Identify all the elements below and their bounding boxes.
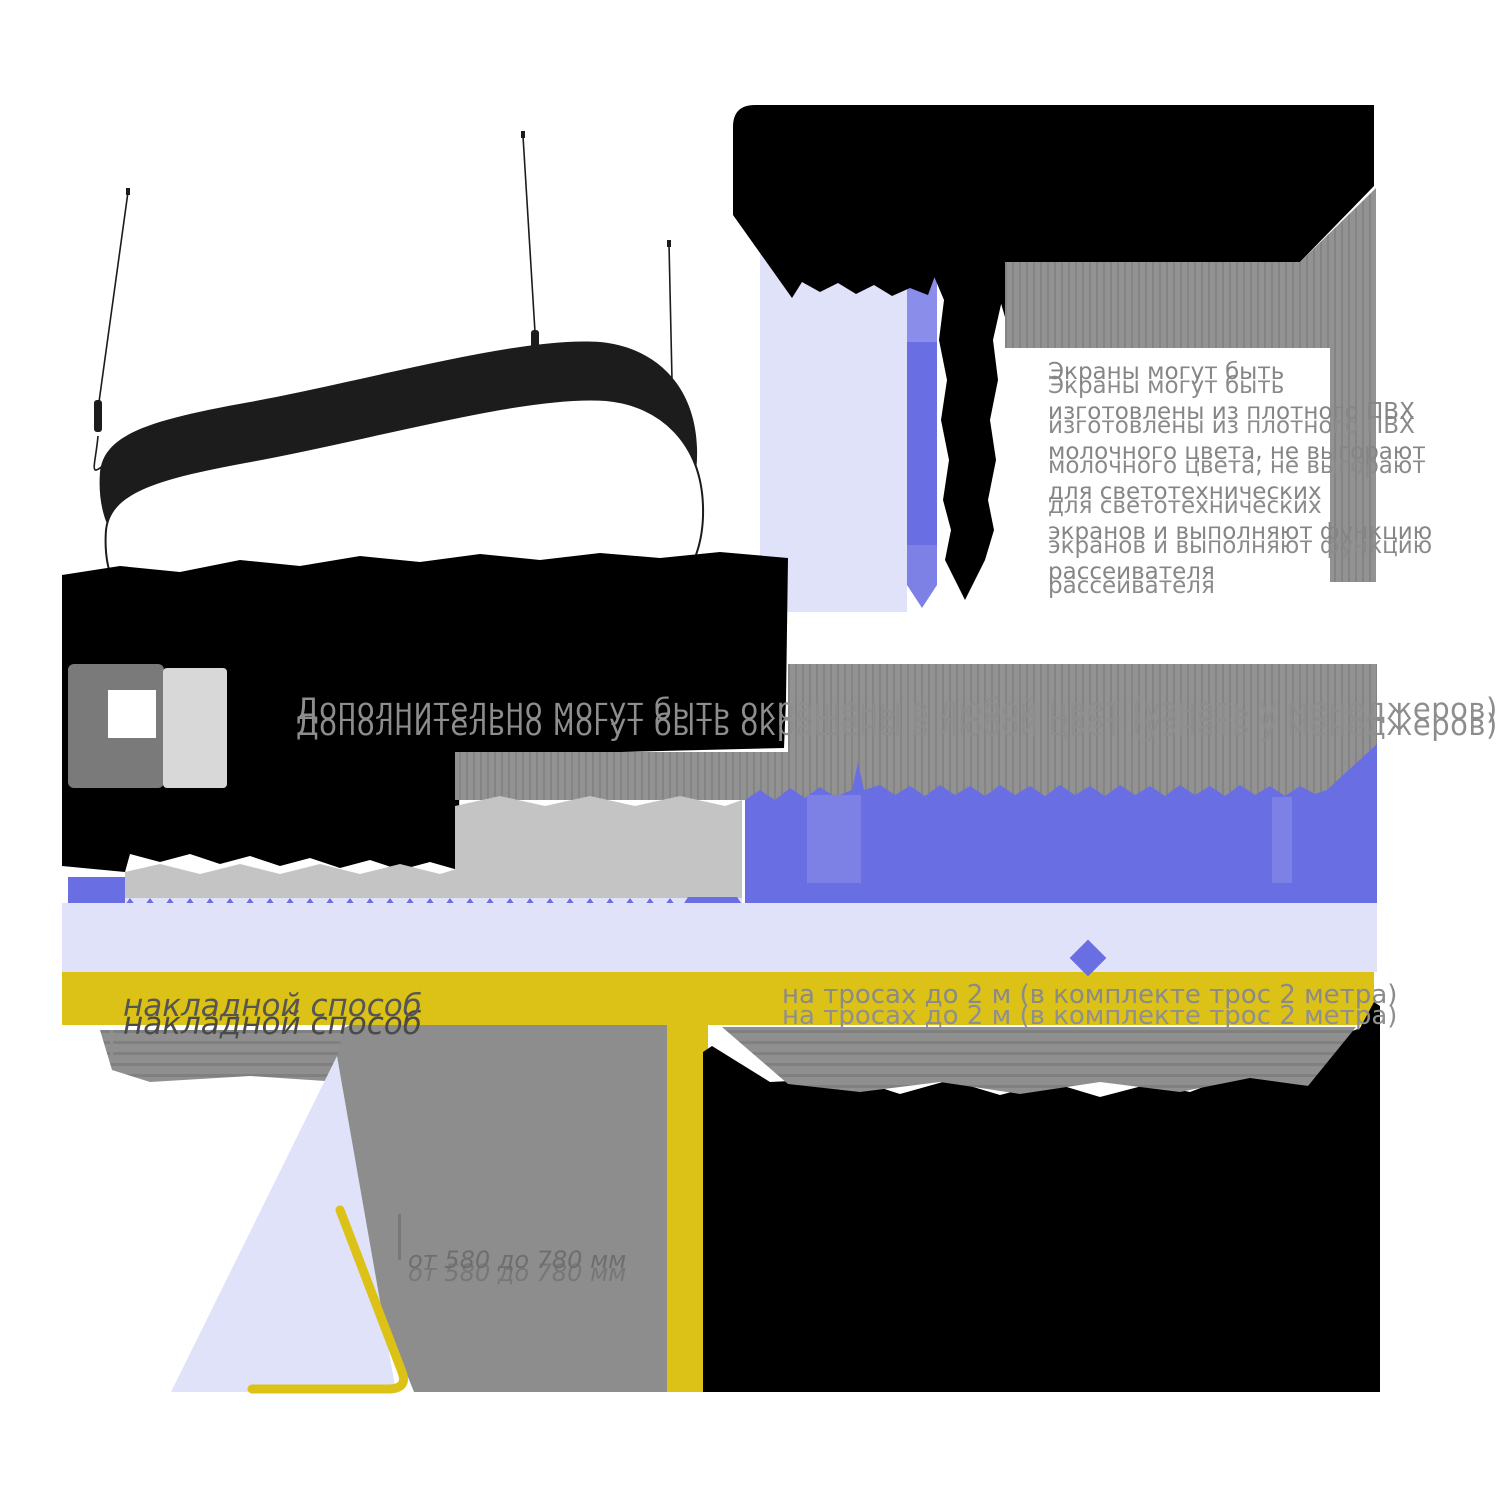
pvc-description-line: для светотехнических <box>1048 479 1322 505</box>
pvc-description-line: экранов и выполняют функцию <box>1048 519 1433 545</box>
paint-option-note: Дополнительно могут быть окрашены в любой цвет (узнать у менеджеров) <box>296 692 1498 726</box>
yellow-vertical-strip <box>667 1025 708 1392</box>
overlapped-text-strip <box>928 260 1002 600</box>
gray-text-band <box>125 864 460 898</box>
pvc-description-line: Экраны могут быть <box>1048 359 1285 385</box>
lavender-band <box>62 903 1377 972</box>
pvc-description-line: молочного цвета, не выгорают <box>1048 439 1426 465</box>
overlapped-text-texture <box>1005 262 1376 348</box>
pvc-description-line: рассеивателя <box>1048 559 1215 585</box>
light-gray-block <box>455 796 742 898</box>
overlapped-label-blob <box>100 1030 358 1082</box>
blue-band-light-patch <box>807 795 861 883</box>
width-range-label: от 580 до 780 мм <box>408 1246 627 1274</box>
swatch-light-gray <box>163 668 227 788</box>
suspension-cable <box>99 192 128 402</box>
suspension-note: на тросах до 2 м (в комплекте трос 2 метра) <box>782 980 1398 1010</box>
leader-line <box>110 1030 113 1058</box>
pvc-description-block <box>1048 352 1432 592</box>
pvc-description-line: изготовлены из плотного ПВХ <box>1048 399 1415 425</box>
paint-color-swatches <box>68 664 227 788</box>
blue-band-light-patch <box>1272 797 1292 883</box>
mounting-method-label: накладной способ <box>123 988 422 1024</box>
swatch-inner-white <box>108 690 156 738</box>
blue-vertical-bar <box>907 252 937 608</box>
dimension-leader <box>398 1214 401 1260</box>
suspension-cable <box>523 136 535 332</box>
